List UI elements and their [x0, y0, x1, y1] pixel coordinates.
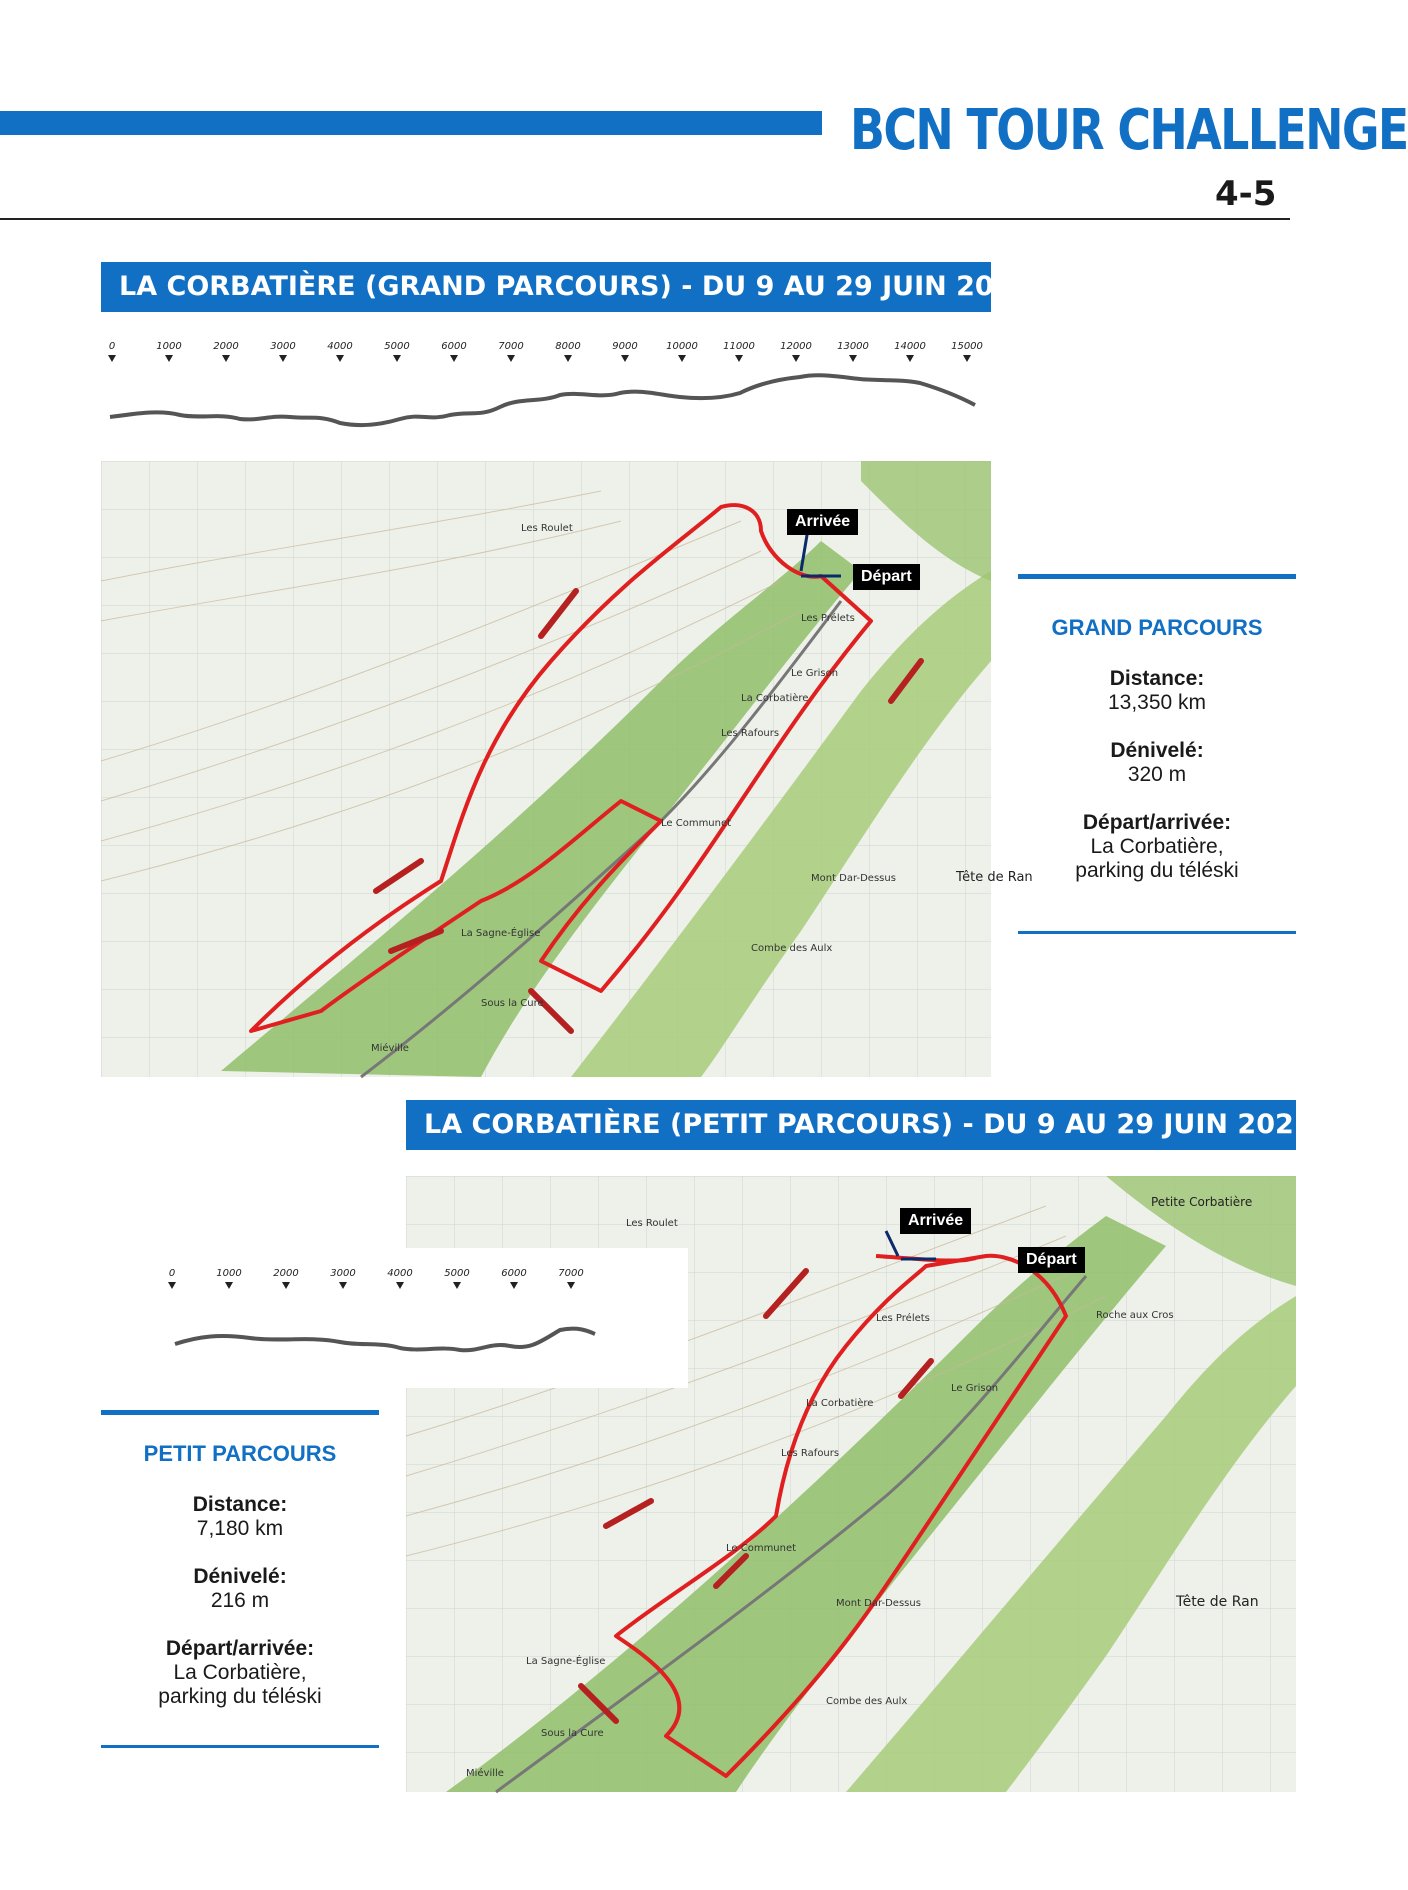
petit-startfinish-line1: La Corbatière, [173, 1661, 307, 1684]
petit-map-place-roche: Roche aux Cros [1096, 1310, 1174, 1321]
map-place-sous-cure: Sous la Cure [481, 998, 544, 1009]
petit-section-title: LA CORBATIÈRE (PETIT PARCOURS) - DU 9 AU 29 JUIN 2021 [406, 1100, 1296, 1150]
header-rule [0, 218, 1290, 220]
petit-map-place-tete-ran: Tête de Ran [1176, 1594, 1259, 1610]
grand-profile-tick-label: 9000 [612, 341, 638, 352]
petit-profile-tick-marker [453, 1282, 461, 1289]
grand-profile-tick-label: 13000 [837, 341, 869, 352]
petit-profile-tick-marker [168, 1282, 176, 1289]
grand-profile-tick-label: 1000 [156, 341, 182, 352]
grand-profile-tick-marker [792, 355, 800, 362]
petit-profile-tick-label: 7000 [558, 1268, 584, 1279]
petit-map-place-corbatiere: La Corbatière [806, 1398, 874, 1409]
grand-startfinish-label: Départ/arrivée: [1082, 811, 1232, 834]
grand-profile-tick-label: 11000 [723, 341, 755, 352]
grand-profile-tick-marker [849, 355, 857, 362]
grand-profile-tick-label: 10000 [666, 341, 698, 352]
grand-arrivee-label: Arrivée [787, 509, 858, 535]
petit-distance-label: Distance: [192, 1493, 288, 1516]
petit-info-box [101, 1410, 379, 1748]
petit-map-place-communet: Le Communet [726, 1543, 797, 1554]
grand-profile-tick-marker [507, 355, 515, 362]
petit-map-place-combe: Combe des Aulx [826, 1696, 908, 1707]
map-place-communet: Le Communet [661, 818, 732, 829]
map-place-prelets: Les Prélets [801, 613, 855, 624]
grand-section-title: LA CORBATIÈRE (GRAND PARCOURS) - DU 9 AU 29 JUIN 2021 [101, 262, 991, 312]
map-place-sagne: La Sagne-Église [461, 928, 541, 939]
grand-profile-tick-label: 12000 [780, 341, 812, 352]
petit-profile-tick-label: 0 [168, 1268, 176, 1279]
petit-startfinish-line2: parking du téléski [158, 1685, 322, 1708]
petit-map-place-sous-cure: Sous la Cure [541, 1728, 604, 1739]
petit-elevation-label: Dénivelé: [193, 1565, 287, 1588]
petit-profile-tick-marker [225, 1282, 233, 1289]
petit-startfinish-label: Départ/arrivée: [165, 1637, 315, 1660]
petit-map-place-grison: Le Grison [951, 1383, 999, 1394]
petit-info-top-rule [101, 1410, 379, 1415]
petit-profile-tick-label: 6000 [501, 1268, 527, 1279]
grand-profile-tick-marker [621, 355, 629, 362]
petit-profile-tick-marker [567, 1282, 575, 1289]
grand-distance-value: 13,350 km [1107, 691, 1207, 714]
grand-profile-tick-marker [735, 355, 743, 362]
petit-elevation-value: 216 m [210, 1589, 270, 1612]
grand-profile-tick-marker [906, 355, 914, 362]
grand-profile-tick-marker [108, 355, 116, 362]
grand-profile-tick-label: 8000 [555, 341, 581, 352]
grand-startfinish-line2: parking du téléski [1075, 859, 1239, 882]
header-blue-bar [0, 111, 822, 135]
grand-profile-tick-marker [222, 355, 230, 362]
petit-map-place-petite-corbatiere: Petite Corbatière [1151, 1195, 1253, 1209]
petit-map-place-mieville: Miéville [466, 1768, 504, 1779]
petit-info-heading: PETIT PARCOURS [143, 1441, 337, 1466]
petit-map-place-roulet: Les Roulet [626, 1218, 678, 1229]
grand-elevation-value: 320 m [1127, 763, 1187, 786]
petit-profile-tick-label: 3000 [330, 1268, 356, 1279]
petit-profile-tick-label: 5000 [444, 1268, 470, 1279]
grand-profile-tick-marker [564, 355, 572, 362]
petit-arrivee-label: Arrivée [900, 1208, 971, 1234]
petit-depart-label: Départ [1018, 1247, 1085, 1273]
grand-depart-label: Départ [853, 564, 920, 590]
map-place-roulet: Les Roulet [521, 523, 573, 534]
grand-elevation-profile [100, 335, 983, 445]
page-number: 4-5 [1215, 174, 1277, 214]
petit-distance-value: 7,180 km [196, 1517, 284, 1540]
petit-profile-tick-label: 2000 [273, 1268, 299, 1279]
petit-map-place-rafours: Les Rafours [781, 1448, 840, 1459]
map-place-mont-dar: Mont Dar-Dessus [811, 873, 896, 884]
brand-title: BCN TOUR CHALLENGE [850, 98, 1408, 163]
grand-map [101, 461, 1033, 1077]
grand-profile-tick-label: 7000 [498, 341, 524, 352]
grand-profile-tick-label: 5000 [384, 341, 410, 352]
grand-profile-tick-marker [165, 355, 173, 362]
grand-profile-tick-label: 6000 [441, 341, 467, 352]
grand-distance-label: Distance: [1109, 667, 1205, 690]
grand-elevation-label: Dénivelé: [1110, 739, 1204, 762]
grand-profile-tick-label: 4000 [327, 341, 353, 352]
map-place-corbatiere: La Corbatière [741, 693, 809, 704]
grand-startfinish-line1: La Corbatière, [1090, 835, 1224, 858]
petit-profile-tick-label: 1000 [216, 1268, 242, 1279]
grand-profile-tick-marker [336, 355, 344, 362]
petit-profile-tick-marker [510, 1282, 518, 1289]
petit-map-place-mont-dar: Mont Dar-Dessus [836, 1598, 921, 1609]
grand-profile-tick-marker [678, 355, 686, 362]
grand-profile-tick-marker [450, 355, 458, 362]
grand-profile-tick-label: 2000 [213, 341, 239, 352]
petit-profile-tick-marker [396, 1282, 404, 1289]
grand-profile-tick-label: 15000 [951, 341, 983, 352]
map-place-mieville: Miéville [371, 1043, 409, 1054]
map-place-rafours: Les Rafours [721, 728, 780, 739]
petit-info-bottom-rule [101, 1745, 379, 1748]
petit-profile-tick-label: 4000 [387, 1268, 413, 1279]
grand-map-svg [101, 461, 1033, 1077]
map-place-tete-ran: Tête de Ran [956, 870, 1033, 885]
grand-info-top-rule [1018, 574, 1296, 579]
grand-profile-tick-label: 14000 [894, 341, 926, 352]
petit-map-place-prelets: Les Prélets [876, 1313, 930, 1324]
map-place-combe: Combe des Aulx [751, 943, 833, 954]
petit-elevation-profile [160, 1262, 600, 1372]
grand-profile-tick-label: 0 [108, 341, 116, 352]
grand-info-bottom-rule [1018, 931, 1296, 934]
grand-profile-tick-marker [393, 355, 401, 362]
grand-info-heading: GRAND PARCOURS [1051, 615, 1263, 640]
petit-profile-tick-marker [339, 1282, 347, 1289]
map-place-grison: Le Grison [791, 668, 839, 679]
grand-profile-tick-marker [279, 355, 287, 362]
petit-map-place-sagne: La Sagne-Église [526, 1656, 606, 1667]
grand-profile-tick-marker [963, 355, 971, 362]
grand-profile-tick-label: 3000 [270, 341, 296, 352]
petit-profile-tick-marker [282, 1282, 290, 1289]
grand-info-box [1018, 574, 1296, 934]
